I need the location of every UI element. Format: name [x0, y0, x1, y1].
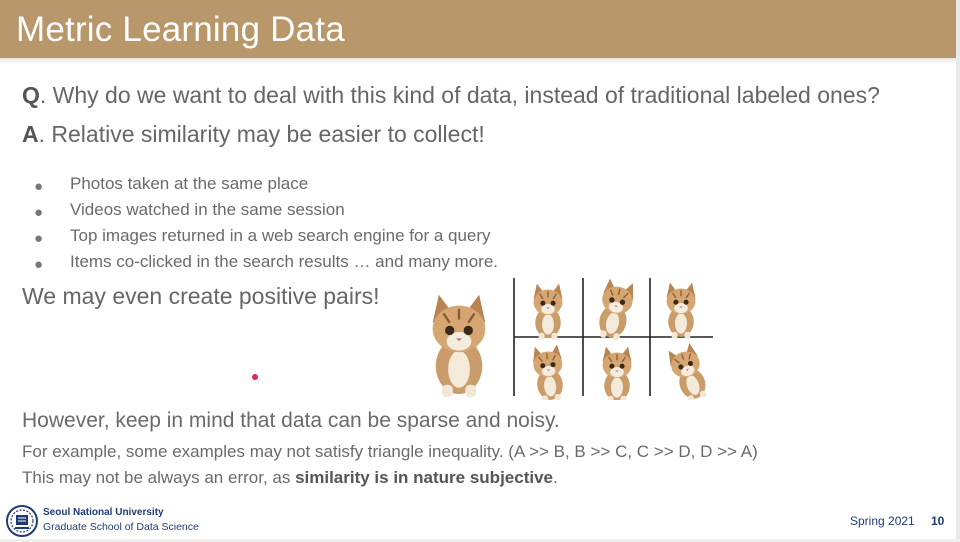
- bullet-icon: ●: [34, 230, 44, 247]
- kitten-augmentation-figure: [405, 274, 715, 400]
- kitten-grid-illustration: [405, 274, 715, 400]
- bullet-icon: ●: [34, 204, 44, 221]
- term-label: Spring 2021: [850, 514, 915, 528]
- answer-text: . Relative similarity may be easier to collect!: [38, 121, 485, 147]
- window-right-edge: [956, 0, 960, 542]
- title-divider: [0, 58, 960, 64]
- bullet-text: Photos taken at the same place: [70, 174, 309, 193]
- large-kitten: [433, 295, 486, 397]
- bullet-icon: ●: [34, 178, 44, 195]
- note-suffix: .: [553, 468, 558, 487]
- bullet-text: Top images returned in a web search engine for a query: [70, 226, 491, 245]
- title-bar: [0, 0, 960, 59]
- page-number: 10: [931, 514, 945, 528]
- answer-line: [22, 121, 485, 148]
- bullet-text: Videos watched in the same session: [70, 200, 345, 219]
- triangle-inequality-example: For example, some examples may not satisfy triangle inequality. (A >> B, B >> C, C >> D, D >> A): [22, 442, 758, 461]
- subjective-similarity-note: [22, 468, 558, 488]
- positive-pairs-text: We may even create positive pairs!: [22, 283, 380, 309]
- question-prefix: Q: [22, 82, 40, 108]
- however-text: However, keep in mind that data can be sparse and noisy.: [22, 409, 560, 432]
- note-prefix: This may not be always an error, as: [22, 468, 296, 487]
- answer-prefix: A: [22, 121, 39, 147]
- question-line: [22, 82, 880, 109]
- slide-title: Metric Learning Data: [16, 10, 345, 49]
- university-logo-icon: [6, 505, 38, 537]
- note-bold: similarity is in nature subjective: [295, 468, 553, 487]
- bullet-icon: ●: [34, 256, 44, 273]
- bullet-text: Items co-clicked in the search results … and many more.: [70, 252, 498, 271]
- laser-pointer-dot: [252, 374, 258, 380]
- question-text: . Why do we want to deal with this kind of data, instead of traditional labeled ones?: [39, 82, 880, 108]
- university-name: Seoul National University: [43, 507, 164, 518]
- school-name: Graduate School of Data Science: [43, 521, 199, 533]
